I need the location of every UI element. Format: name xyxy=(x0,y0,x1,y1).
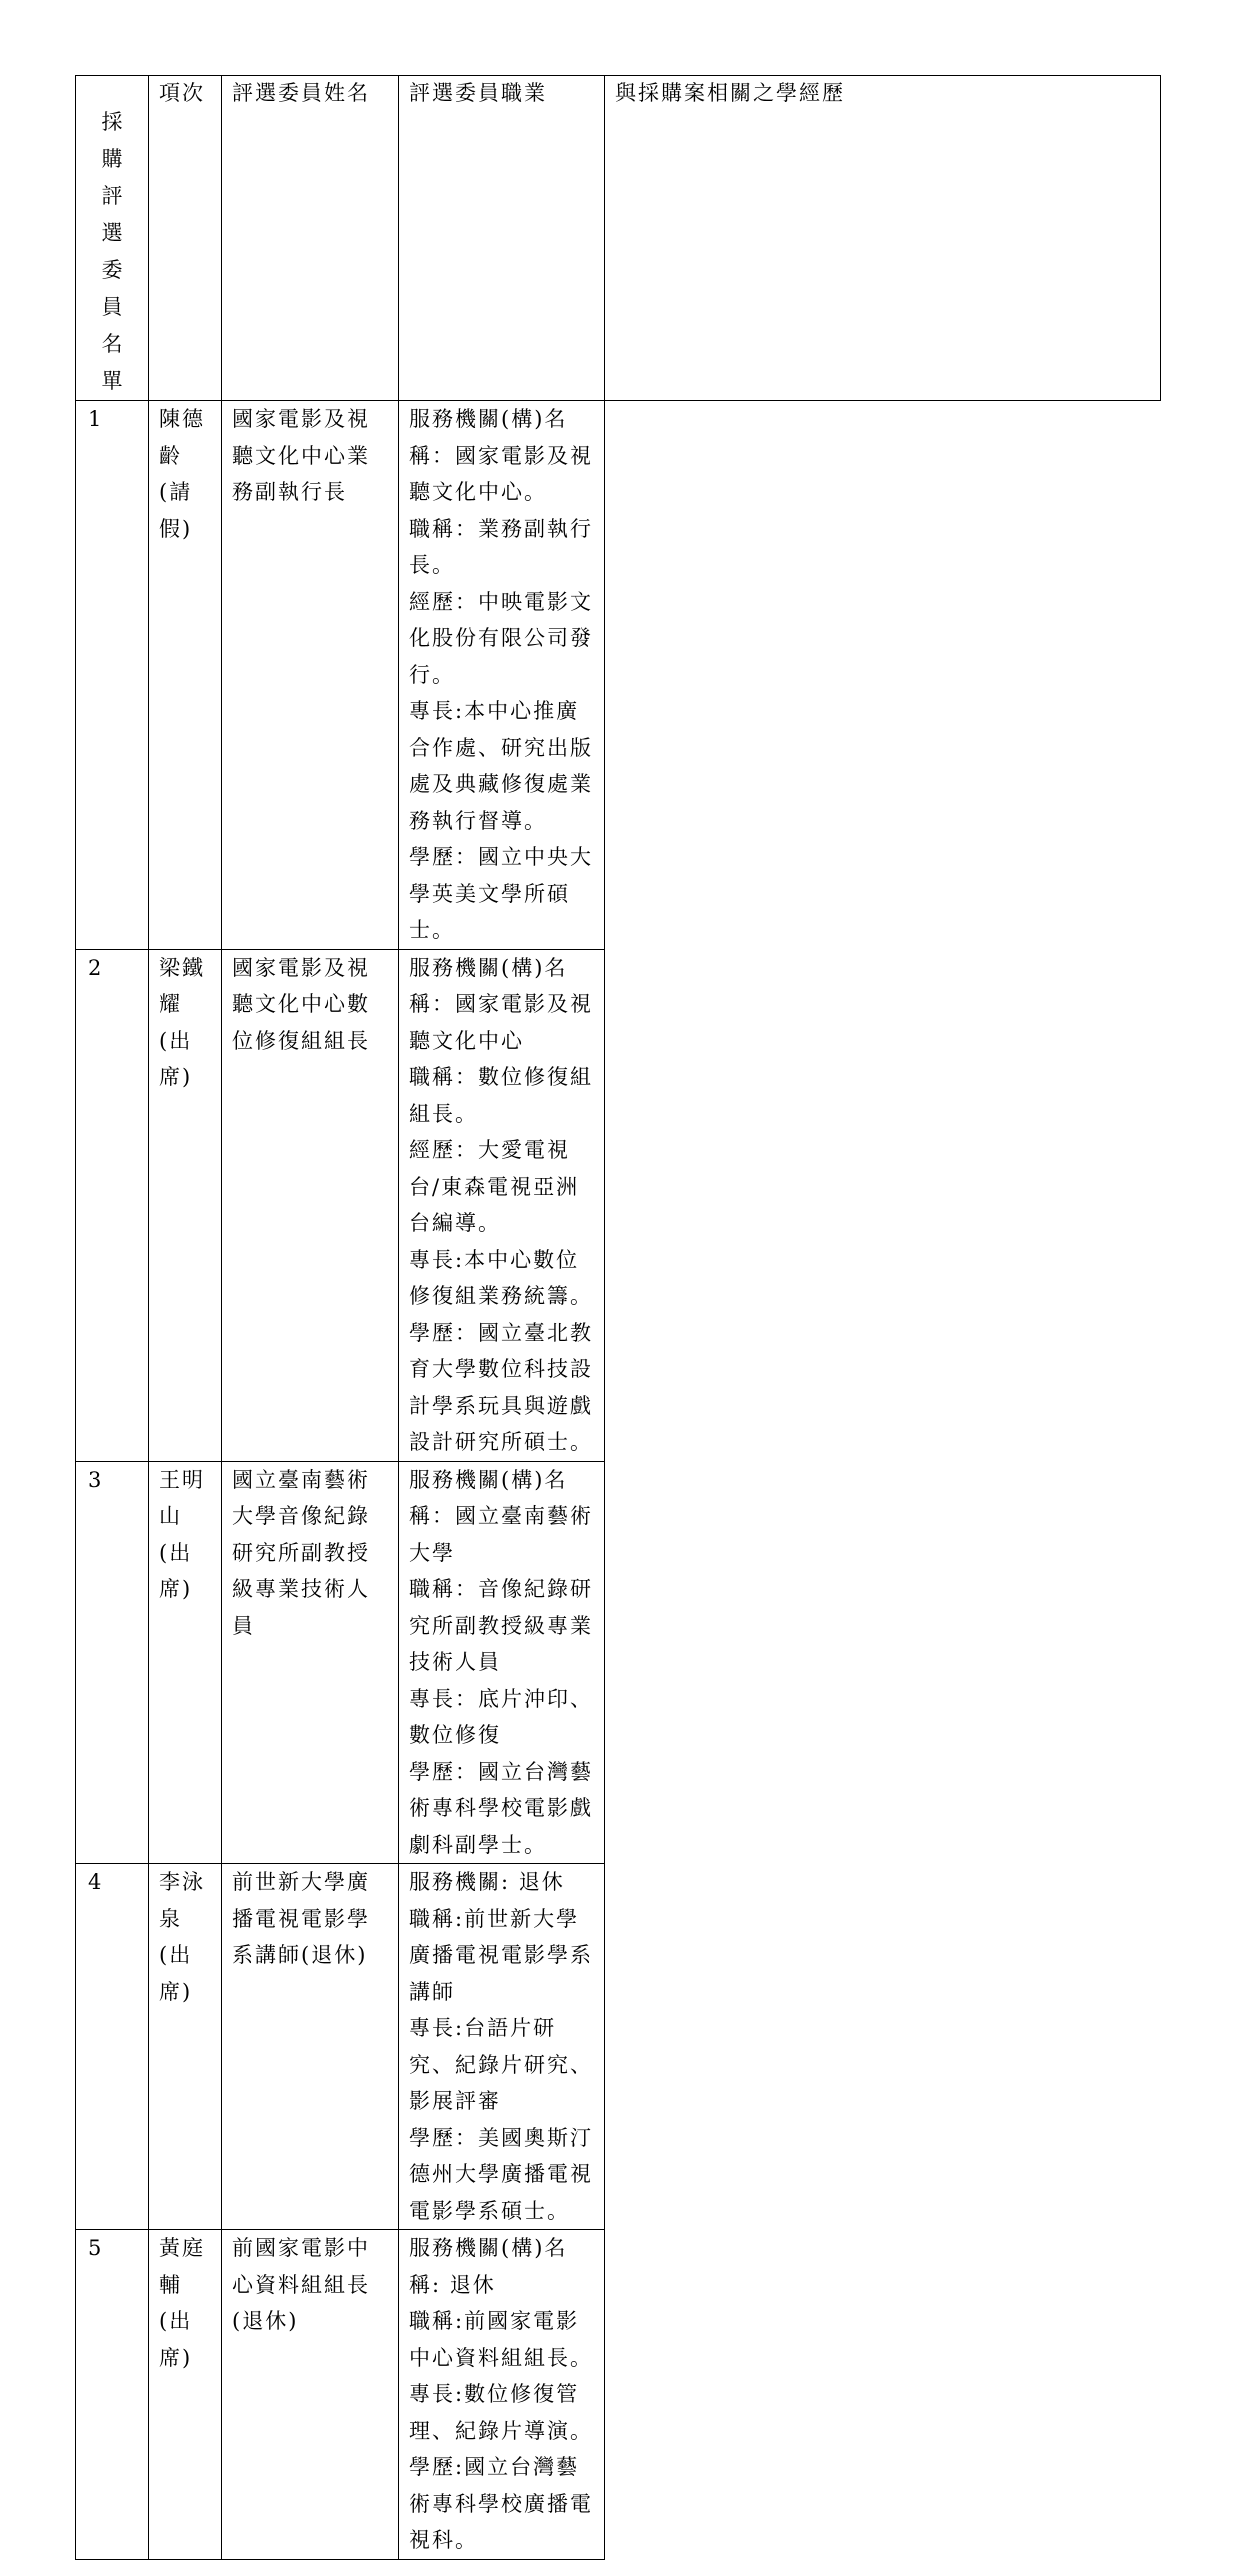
member-experience xyxy=(399,1461,605,1864)
experience-line: 學歷：國立台灣藝術專科學校電影戲劇科副學士。 xyxy=(409,1759,593,1857)
experience-line: 服務機關(構)名稱：國家電影及視聽文化中心 xyxy=(409,955,593,1053)
experience-line: 職稱:前世新大學廣播電視電影學系講師 xyxy=(409,1906,593,2004)
experience-line: 專長：底片沖印、數位修復 xyxy=(409,1686,593,1747)
experience-line: 學歷：美國奧斯汀德州大學廣播電視電影學系碩士。 xyxy=(409,2125,593,2223)
row-number: 3 xyxy=(76,1461,149,1864)
header-member-occupation: 評選委員職業 xyxy=(399,76,605,401)
row-number: 2 xyxy=(76,949,149,1461)
experience-line: 學歷：國立臺北教育大學數位科技設計學系玩具與遊戲設計研究所碩士。 xyxy=(409,1320,593,1454)
side-label-cell xyxy=(76,76,149,401)
table-row xyxy=(76,401,1161,950)
experience-line: 專長:數位修復管理、紀錄片導演。 xyxy=(409,2382,593,2443)
experience-line: 服務機關(構)名稱：國家電影及視聽文化中心。 xyxy=(409,407,593,504)
member-name: 梁鐵耀(出席) xyxy=(149,949,222,1461)
experience-line: 職稱：音像紀錄研究所副教授級專業技術人員 xyxy=(409,1577,593,1674)
experience-line: 經歷：中映電影文化股份有限公司發行。 xyxy=(409,589,593,687)
member-experience xyxy=(399,1864,605,2230)
experience-line: 職稱：數位修復組組長。 xyxy=(409,1065,593,1126)
header-item-no: 項次 xyxy=(149,76,222,401)
header-member-name: 評選委員姓名 xyxy=(222,76,399,401)
experience-line: 經歷：大愛電視台/東森電視亞洲台編導。 xyxy=(409,1138,580,1235)
experience-line: 職稱:前國家電影中心資料組組長。 xyxy=(409,2309,593,2370)
member-occupation: 國家電影及視聽文化中心數位修復組組長 xyxy=(222,949,399,1461)
member-experience xyxy=(399,2230,605,2560)
row-number: 4 xyxy=(76,1864,149,2230)
member-occupation: 前世新大學廣播電視電影學系講師(退休) xyxy=(222,1864,399,2230)
experience-line: 服務機關(構)名稱: 退休 xyxy=(409,2236,568,2297)
experience-line: 學歷:國立台灣藝術專科學校廣播電視科。 xyxy=(409,2455,593,2552)
side-label: 採購評選委員名單 xyxy=(101,110,123,393)
experience-line: 服務機關: 退休 xyxy=(409,1870,565,1894)
member-occupation: 前國家電影中心資料組組長(退休) xyxy=(222,2230,399,2560)
row-number: 1 xyxy=(76,401,149,950)
table-row xyxy=(76,949,1161,1461)
experience-line: 職稱：業務副執行長。 xyxy=(409,516,593,577)
member-name: 陳德齡(請假) xyxy=(149,401,222,950)
member-experience xyxy=(399,949,605,1461)
experience-line: 服務機關(構)名稱：國立臺南藝術大學 xyxy=(409,1467,593,1565)
experience-line: 專長:本中心數位修復組業務統籌。 xyxy=(409,1247,593,1308)
row-number: 5 xyxy=(76,2230,149,2560)
experience-line: 專長:本中心推廣合作處、研究出版處及典藏修復處業務執行督導。 xyxy=(409,699,593,833)
member-experience xyxy=(399,401,605,950)
member-name: 黃庭輔(出席) xyxy=(149,2230,222,2560)
experience-line: 專長:台語片研究、紀錄片研究、影展評審 xyxy=(409,2016,593,2113)
table-row xyxy=(76,1461,1161,1864)
table-row xyxy=(76,1864,1161,2230)
member-occupation: 國家電影及視聽文化中心業務副執行長 xyxy=(222,401,399,950)
member-name: 王明山(出席) xyxy=(149,1461,222,1864)
experience-line: 學歷：國立中央大學英美文學所碩士。 xyxy=(409,845,593,942)
member-name: 李泳泉(出席) xyxy=(149,1864,222,2230)
header-related-experience: 與採購案相關之學經歷 xyxy=(605,76,1161,401)
committee-table xyxy=(75,75,1161,2560)
table-row xyxy=(76,2230,1161,2560)
header-row xyxy=(76,76,1161,401)
member-occupation: 國立臺南藝術大學音像紀錄研究所副教授級專業技術人員 xyxy=(222,1461,399,1864)
